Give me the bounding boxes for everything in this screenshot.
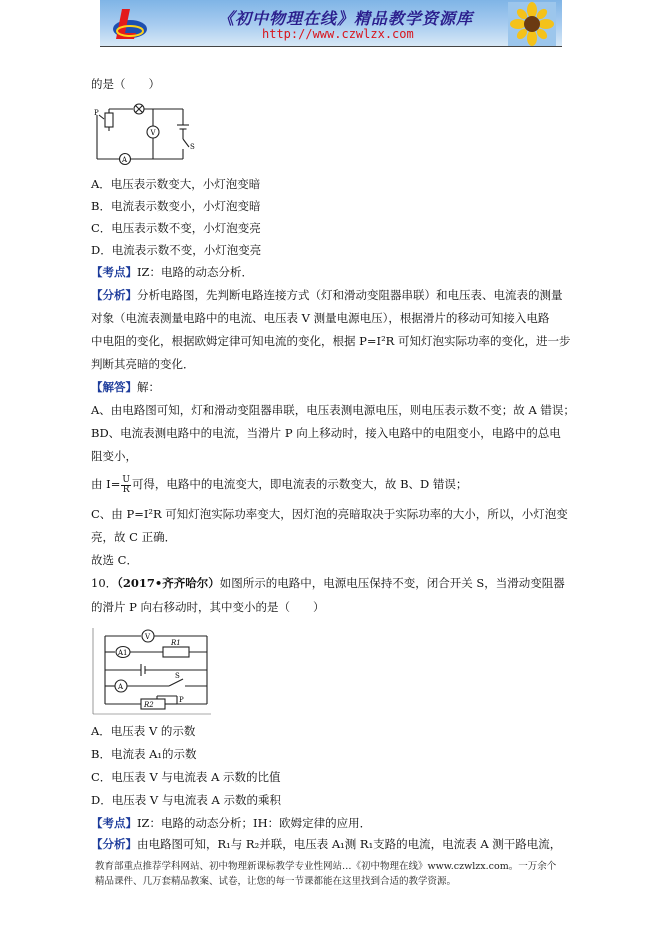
q10-stem-text-1: 如图所示的电路中，电源电压保持不变，闭合开关 S，当滑动变阻器	[219, 576, 565, 590]
q10-option-b: B．电流表 A₁的示数	[91, 747, 197, 761]
q10-option-d: D．电压表 V 与电流表 A 示数的乘积	[91, 793, 281, 807]
q9-formula-denominator: R	[122, 484, 130, 495]
q9-kaodian-line	[91, 264, 253, 280]
q9-fenxi-text-1: 分析电路图，先判断电路连接方式（灯和滑动变阻器串联）和电压表、电流表的测量	[137, 288, 563, 302]
q9-fenxi-line-1	[91, 287, 563, 303]
q9-fig-label-p: P	[94, 109, 99, 117]
q9-jieda-head: 解：	[137, 380, 160, 394]
q9-fenxi-line-3: 中电阻的变化，根据欧姆定律可知电流的变化，根据 P=I²R 可知灯泡实际功率的变化，进一步	[91, 334, 571, 348]
q10-fig-label-r2: R2	[144, 701, 154, 709]
q9-fenxi-tag: 【分析】	[91, 288, 137, 302]
q9-formula-post: 可得，电路中的电流变大，即电流表的示数变大，故 B、D 错误；	[131, 477, 468, 491]
q9-stem-tail: 的是（ ）	[91, 77, 160, 91]
q10-fig-label-a1: A1	[118, 649, 128, 657]
q9-formula-fraction	[121, 476, 131, 495]
q9-fig-label-a: A	[122, 156, 128, 164]
site-logo-icon	[108, 3, 148, 43]
q9-jieda-tag: 【解答】	[91, 380, 137, 394]
q10-kaodian-tag: 【考点】	[91, 816, 137, 830]
q9-kaodian-text: IZ：电路的动态分析．	[137, 265, 254, 279]
q10-fenxi-tag: 【分析】	[91, 837, 137, 851]
q9-circuit-diagram	[91, 97, 197, 169]
q9-jieda-line	[91, 379, 160, 395]
q9-formula-pre: 由 I=	[91, 477, 121, 491]
q10-fig-label-s: S	[175, 672, 180, 680]
q9-fenxi-line-4: 判断其亮暗的变化．	[91, 357, 195, 371]
q9-kaodian-tag: 【考点】	[91, 265, 137, 279]
header-rule	[100, 46, 562, 47]
q9-jieda-line-3: 阻变小，	[91, 449, 137, 463]
q9-conclusion: 故选 C．	[91, 553, 138, 567]
q9-option-d: D．电流表示数不变，小灯泡变亮	[91, 243, 262, 257]
q10-stem-line-2: 的滑片 P 向右移动时，其中变小的是（ ）	[91, 600, 325, 614]
q9-jieda-line-5: 亮，故 C 正确．	[91, 530, 177, 544]
footer-line-2: 精品课件、几万套精品教案、试卷，让您的每一节课都能在这里找到合适的教学资源。	[95, 876, 457, 887]
q9-fig-label-v: V	[150, 129, 156, 137]
header-banner	[100, 0, 562, 46]
q9-fenxi-line-2: 对象（电流表测量电路中的电流、电压表 V 测量电源电压），根据滑片的移动可知接入电路	[91, 311, 550, 325]
q10-fig-label-p: P	[179, 696, 184, 704]
banner-title: 《初中物理在线》精品教学资源库	[218, 9, 474, 28]
q9-option-a: A．电压表示数变大，小灯泡变暗	[91, 177, 261, 191]
q10-option-c: C．电压表 V 与电流表 A 示数的比值	[91, 770, 281, 784]
q10-option-a: A．电压表 V 的示数	[91, 724, 196, 738]
q10-number: 10．	[91, 576, 118, 590]
q9-jieda-line-2: BD、电流表测电路中的电流，当滑片 P 向上移动时，接入电路中的电阻变小，电路中的总电	[91, 426, 561, 440]
q10-fig-label-a: A	[118, 683, 124, 691]
sunflower-icon	[508, 2, 556, 46]
q10-fenxi-line	[91, 836, 561, 852]
q10-circuit-diagram	[91, 626, 215, 718]
q9-option-c: C．电压表示数不变，小灯泡变亮	[91, 221, 261, 235]
q9-jieda-line-4: C、由 P=I²R 可知灯泡实际功率变大，因灯泡的亮暗取决于实际功率的大小，所以，小灯泡变	[91, 507, 568, 521]
banner-url-link[interactable]: http://www.czwlzx.com	[262, 27, 414, 41]
q10-fig-label-r1: R1	[171, 639, 181, 647]
q9-option-b: B．电流表示数变小，小灯泡变暗	[91, 199, 261, 213]
footer-line-1: 教育部重点推荐学科网站、初中物理新课标教学专业性网站…《初中物理在线》www.czwlzx.com。一万余个	[95, 861, 557, 872]
q9-formula-line	[91, 474, 467, 495]
q9-fig-label-s: S	[190, 143, 195, 151]
q10-kaodian-text: IZ：电路的动态分析；IH：欧姆定律的应用．	[137, 816, 372, 830]
q10-kaodian-line	[91, 815, 371, 831]
q9-formula-numerator: U	[122, 474, 130, 485]
q10-stem-line-1	[91, 575, 565, 591]
q10-source: （2017•齐齐哈尔）	[117, 576, 220, 590]
q10-fenxi-text: 由电路图可知，R₁与 R₂并联，电压表 A₁测 R₁支路的电流，电流表 A 测干路电流，	[137, 837, 562, 851]
q10-fig-label-v: V	[145, 633, 151, 641]
q9-jieda-line-1: A、由电路图可知，灯和滑动变阻器串联，电压表测电源电压，则电压表示数不变；故 A 错误；	[91, 403, 575, 417]
